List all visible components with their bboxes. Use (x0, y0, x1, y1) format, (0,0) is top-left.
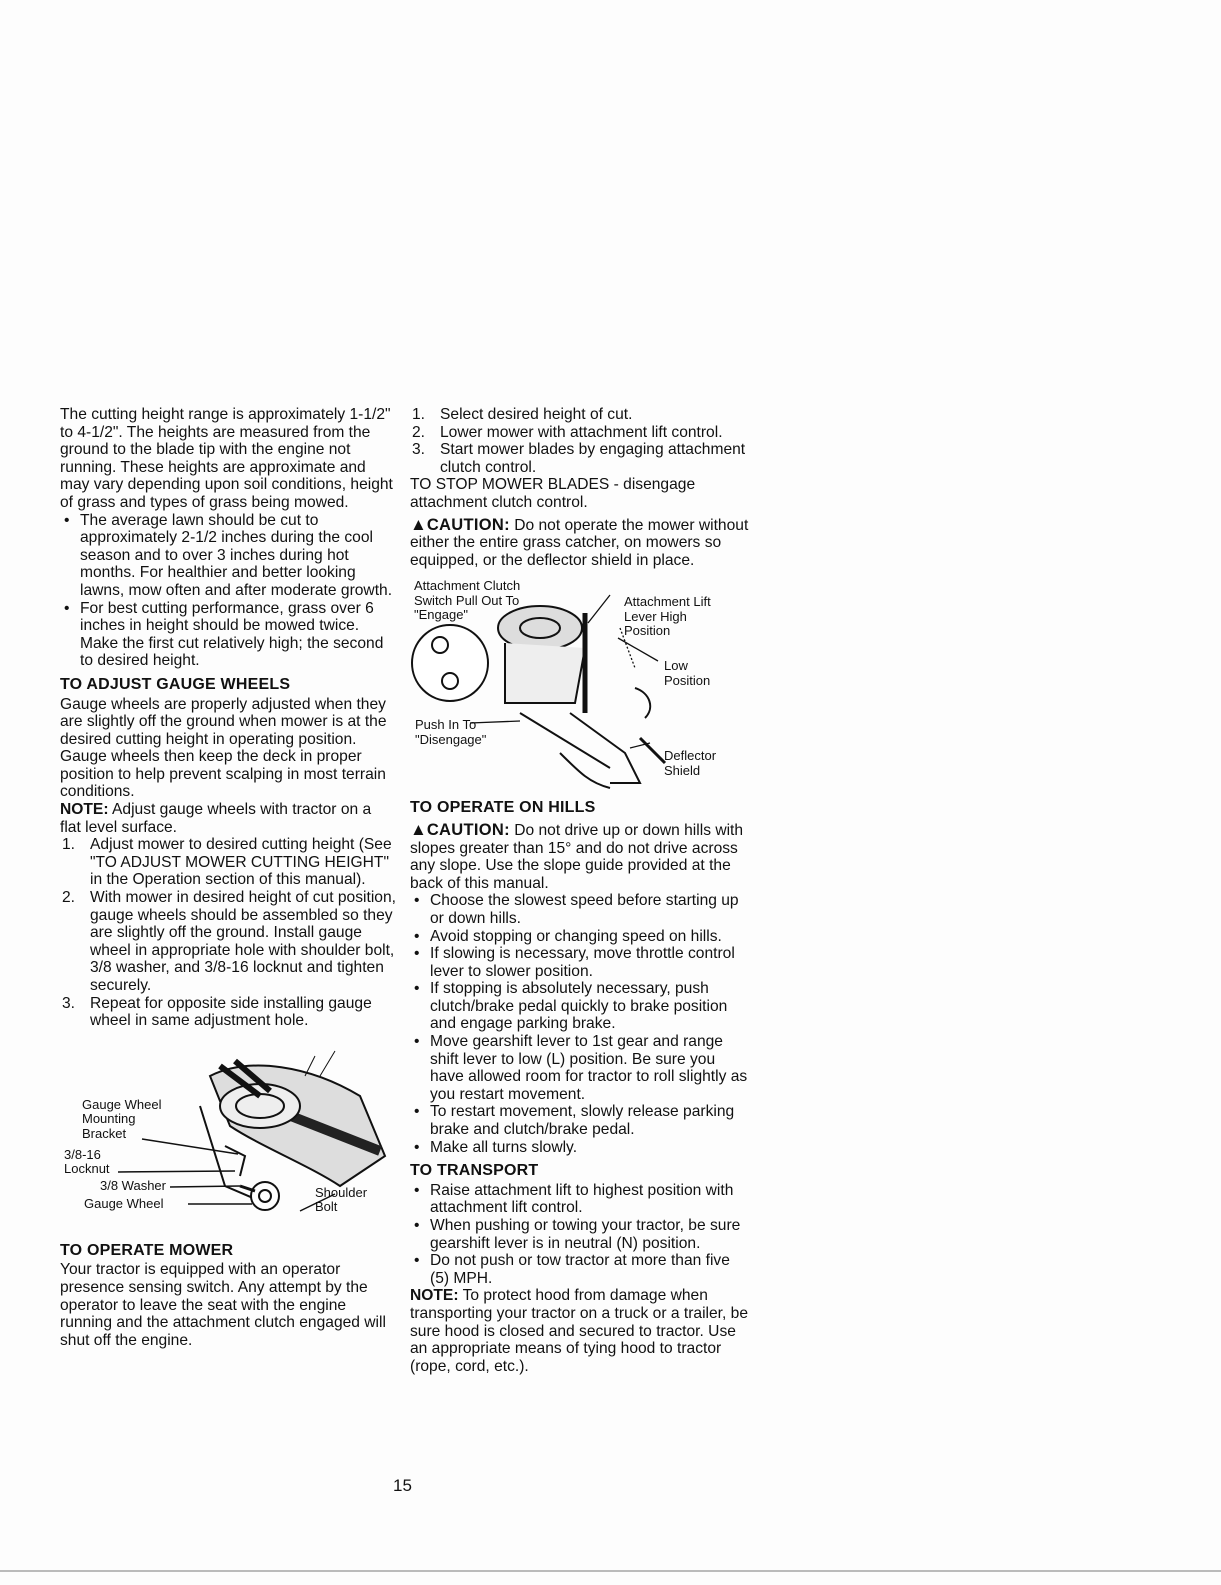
step-number: 1. (62, 836, 76, 854)
caution-label: CAUTION: (426, 515, 510, 534)
caution-hills (410, 821, 750, 892)
note-label: NOTE: (410, 1287, 459, 1305)
note-text: Adjust gauge wheels with tractor on a flat level surface. (60, 801, 372, 836)
list-item: • If stopping is absolutely necessary, push clutch/brake pedal quickly to brake position and engage parking brake. (410, 980, 750, 1033)
lawn-tips-list (60, 512, 396, 670)
caution-label: CAUTION: (426, 820, 510, 839)
cutting-height-intro: The cutting height range is approximately 1-1/2" to 4-1/2". The heights are measured from the ground to the blade tip with the engine not running. These heights are approximate and may vary depending upon soil conditions, height of grass and types of grass being mowed. (60, 406, 393, 511)
list-item: • Raise attachment lift to highest position with attachment lift control. (410, 1182, 750, 1217)
step-number: 3. (412, 441, 426, 459)
lift-lever-label: Attachment Lift Lever High Position (624, 594, 711, 639)
list-item: • When pushing or towing your tractor, be sure gearshift lever is in neutral (N) position. (410, 1217, 750, 1252)
gauge-wheels-text: Gauge wheels are properly adjusted when they are slightly off the ground when mower is at the desired cutting height in operating position. Gauge wheels then keep the deck in proper position to help prevent scalping in most terrain conditions. (60, 695, 387, 801)
list-item: • If slowing is necessary, move throttle control lever to slower position. (410, 945, 750, 980)
note-text: To protect hood from damage when transporting your tractor on a truck or a trailer, be sure hood is closed and secured to tractor. Use an appropriate means of tying hood to tractor (rope, cord, etc.). (410, 1287, 749, 1375)
list-item: • The average lawn should be cut to approximately 2-1/2 inches during the cool season and to over 3 inches during hot months. For healthier and better looking lawns, mow often and after moderate growth. (60, 512, 396, 600)
hill-tips-list (410, 892, 750, 1156)
list-item (410, 406, 750, 424)
hills-heading: TO OPERATE ON HILLS (410, 799, 596, 817)
operate-mower-text: Your tractor is equipped with an operator presence sensing switch. Any attempt by the operator to leave the seat with the engine running and the attachment clutch engaged will shut off the engine. (60, 1261, 386, 1349)
shoulder-bolt-label: Shoulder Bolt (315, 1184, 368, 1215)
warning-triangle-icon: ▲ (410, 514, 427, 534)
step-text: Select desired height of cut. (440, 406, 633, 423)
washer-label: 3/8 Washer (100, 1177, 166, 1193)
mow-steps-list (410, 406, 750, 476)
right-column (410, 406, 750, 1375)
list-item: • To restart movement, slowly release parking brake and clutch/brake pedal. (410, 1103, 750, 1138)
list-item (410, 424, 750, 442)
list-item (410, 441, 750, 476)
deflector-shield-label: Deflector Shield (664, 748, 717, 778)
gauge-steps-list (60, 836, 396, 1030)
list-item: • Move gearshift lever to 1st gear and range shift lever to low (L) position. Be sure you have allowed room for tractor to roll slightly as you restart movement. (410, 1033, 750, 1103)
step-number: 3. (62, 994, 76, 1012)
tractor-controls-figure (410, 573, 750, 793)
caution-deflector (410, 516, 750, 570)
transport-heading: TO TRANSPORT (410, 1162, 539, 1180)
list-item: • Do not push or tow tractor at more than five (5) MPH. (410, 1252, 750, 1287)
list-item (60, 889, 396, 995)
transport-note (410, 1287, 750, 1375)
list-item (60, 995, 396, 1030)
caution-text: Do not operate the mower without either the entire grass catcher, on mowers so equipped, or the deflector shield in place. (410, 516, 749, 569)
left-column (60, 406, 396, 1349)
warning-triangle-icon: ▲ (410, 819, 427, 839)
gauge-wheel-label: Gauge Wheel (84, 1195, 164, 1211)
low-position-label: Low Position (664, 658, 711, 688)
gauge-bracket-label: Gauge Wheel Mounting Bracket (82, 1096, 162, 1141)
operate-mower-heading: TO OPERATE MOWER (60, 1241, 234, 1259)
list-item: • For best cutting performance, grass over 6 inches in height should be mowed twice. Make the first cut relatively high; the second to desired height. (60, 600, 396, 670)
stop-blades-text: TO STOP MOWER BLADES - disengage attachment clutch control. (410, 476, 696, 511)
gauge-wheels-heading: TO ADJUST GAUGE WHEELS (60, 675, 291, 693)
step-number: 2. (412, 423, 426, 441)
list-item: • Choose the slowest speed before starting up or down hills. (410, 892, 750, 927)
gauge-note (60, 801, 396, 836)
step-number: 2. (62, 889, 76, 907)
transport-tips-list (410, 1182, 750, 1288)
step-text: With mower in desired height of cut position, gauge wheels should be assembled so they are slightly off the ground. Install gauge wheel in appropriate hole with shoulder bolt, 3/8 washer, and 3/8-16 locknut and tighten securely. (90, 889, 396, 994)
list-item: • Avoid stopping or changing speed on hills. (410, 928, 750, 946)
list-item (60, 836, 396, 889)
step-text: Adjust mower to desired cutting height (See "TO ADJUST MOWER CUTTING HEIGHT" in the Operation section of this manual). (90, 836, 392, 889)
list-item: • Make all turns slowly. (410, 1139, 750, 1157)
bottom-divider (0, 1570, 1221, 1572)
clutch-switch-label: Attachment Clutch Switch Pull Out To "Engage" (414, 578, 521, 623)
step-text: Start mower blades by engaging attachment clutch control. (440, 441, 746, 476)
step-text: Repeat for opposite side installing gauge wheel in same adjustment hole. (90, 994, 372, 1030)
push-disengage-label: Push In To "Disengage" (415, 717, 487, 747)
caution-text: Do not drive up or down hills with slopes greater than 15° and do not drive across any slope. Use the slope guide provided at the back of this manual. (410, 821, 744, 892)
step-text: Lower mower with attachment lift control. (440, 423, 723, 441)
page-number: 15 (393, 1476, 412, 1495)
locknut-label: 3/8-16 Locknut (64, 1146, 110, 1177)
note-label: NOTE: (60, 801, 109, 819)
gauge-wheel-figure (60, 1036, 396, 1236)
step-number: 1. (412, 406, 426, 423)
